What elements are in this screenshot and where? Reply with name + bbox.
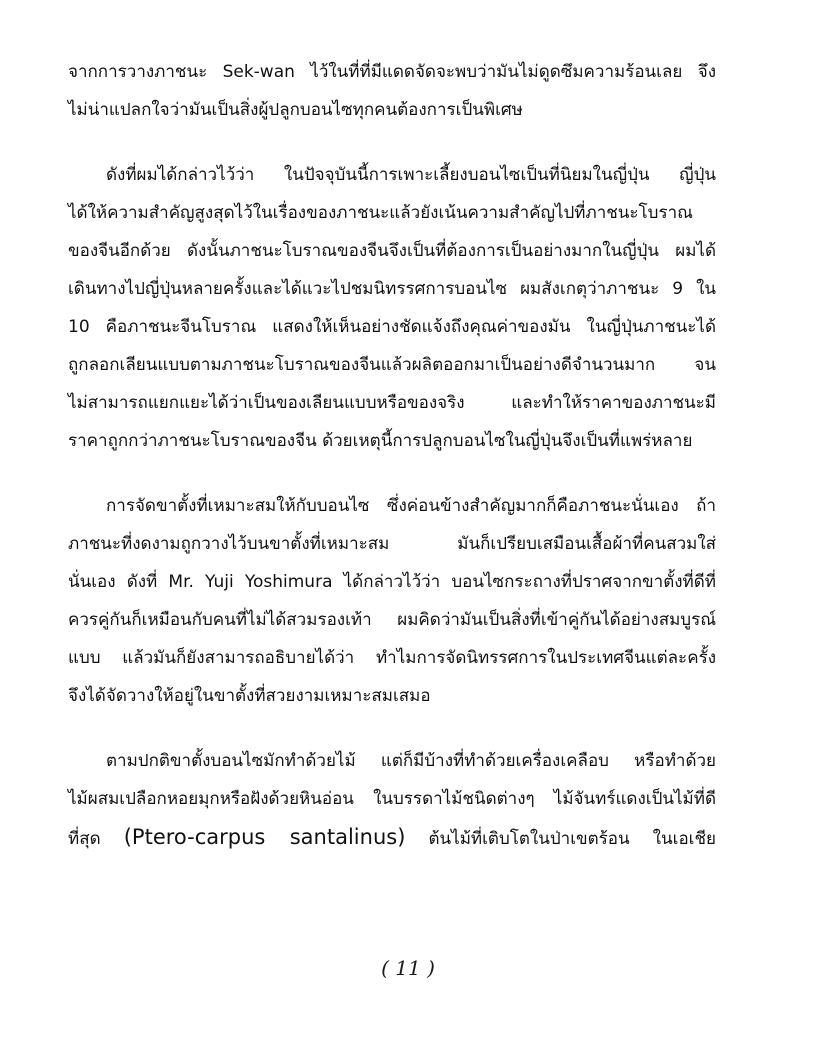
text-line: ไม่น่าแปลกใจว่ามันเป็นสิ่งผู้ปลูกบอนไซทุกคนต้องการเป็นพิเศษ [68,100,523,120]
text-line: จึงได้จัดวางให้อยู่ในขาตั้งที่สวยงามเหมาะสมเสมอ [68,686,431,706]
text-line: การจัดขาตั้งที่เหมาะสมให้กับบอนไซ ซึ่งค่อนข้างสำคัญมากก็คือภาชนะนั่นเอง ถ้า [106,496,716,516]
text-line: ของจีนอีกด้วย ดังนั้นภาชนะโบราณของจีนจึงเป็นที่ต้องการเป็นอย่างมากในญี่ปุ่น ผมได้ [68,241,716,261]
text-segment: ต้นไม้ที่เติบโตในป่าเขตร้อน ในเอเชีย [428,829,716,849]
text-line: เดินทางไปญี่ปุ่นหลายครั้งและได้แวะไปชมนิทรรศการบอนไซ ผมสังเกตุว่าภาชนะ 9 ใน [68,279,716,299]
text-segment: ที่สุด [68,829,101,849]
text-line: ไม้ผสมเปลือกหอยมุกหรือฝังด้วยหินอ่อน ในบรรดาไม้ชนิดต่างๆ ไม้จันทร์แดงเป็นไม้ที่ดี [68,789,716,809]
text-line: นั่นเอง ดังที่ Mr. Yuji Yoshimura ได้กล่าวไว้ว่า บอนไซกระถางที่ปราศจากขาตั้งที่ดีที่ [68,572,716,592]
text-line: ถูกลอกเลียนแบบตามภาชนะโบราณของจีนแล้วผลิตออกมาเป็นอย่างดีจำนวนมาก จน [68,355,716,375]
text-line: ดังที่ผมได้กล่าวไว้ว่า ในปัจจุบันนี้การเพาะเลี้ยงบอนไซเป็นที่นิยมในญี่ปุ่น ญี่ปุ่น [106,165,716,185]
text-line: ภาชนะที่งดงามถูกวางไว้บนขาตั้งที่เหมาะสม มันก็เปรียบเสมือนเสื้อผ้าที่คนสวมใส่ [68,534,716,554]
text-line-emphasis [68,825,716,851]
text-line: จากการวางภาชนะ Sek-wan ไว้ในที่ที่มีแดดจัดจะพบว่ามันไม่ดูดซึมความร้อนเลย จึง [68,62,716,82]
text-line: แบบ แล้วมันก็ยังสามารถอธิบายได้ว่า ทำไมการจัดนิทรรศการในประเทศจีนแต่ละครั้ง [68,648,716,668]
page-number: ( 11 ) [381,956,435,980]
text-line: ไม่สามารถแยกแยะได้ว่าเป็นของเลียนแบบหรือของจริง และทำให้ราคาของภาชนะมี [68,393,716,413]
text-line: 10 คือภาชนะจีนโบราณ แสดงให้เห็นอย่างชัดแจ้งถึงคุณค่าของมัน ในญี่ปุ่นภาชนะได้ [68,317,716,337]
text-line: ควรคู่กันก็เหมือนกับคนที่ไม่ได้สวมรองเท้า ผมคิดว่ามันเป็นสิ่งที่เข้าคู่กันได้อย่างสมบูรณ์ [68,610,716,630]
scientific-name: (Ptero-carpus santalinus) [123,825,406,849]
text-line: ราคาถูกกว่าภาชนะโบราณของจีน ด้วยเหตุนี้การปลูกบอนไซในญี่ปุ่นจึงเป็นที่แพร่หลาย [68,431,693,451]
text-line: ได้ให้ความสำคัญสูงสุดไว้ในเรื่องของภาชนะแล้วยังเน้นความสำคัญไปที่ภาชนะโบราณ [68,203,693,223]
text-line: ตามปกติขาตั้งบอนไซมักทำด้วยไม้ แต่ก็มีบ้างที่ทำด้วยเครื่องเคลือบ หรือทำด้วย [106,751,716,771]
